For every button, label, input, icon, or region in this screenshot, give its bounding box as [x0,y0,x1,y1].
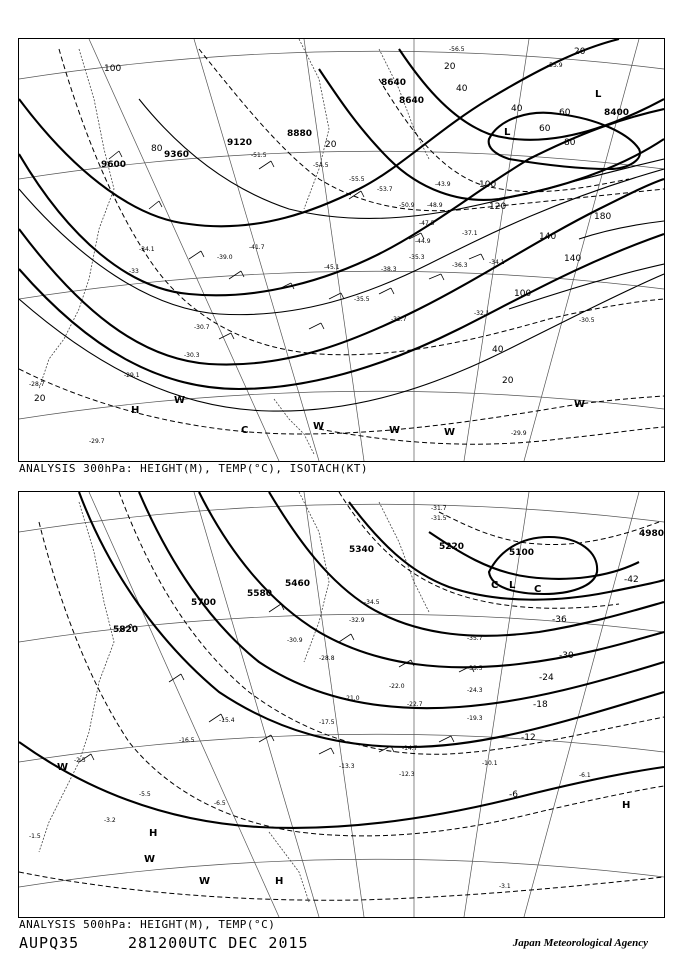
temp-label: -39.0 [217,254,233,261]
temp-label: -30.3 [184,352,200,359]
temp-label: -22.0 [389,683,405,690]
cold-marker: C [241,425,249,436]
low-pressure-marker: L [509,580,516,591]
isotach-label: 60 [559,108,571,118]
isotach-label: 140 [564,254,582,264]
isotach-label: 20 [325,140,337,150]
temp-label: -6.1 [579,772,591,779]
temp-label: -43.9 [435,181,451,188]
temperature-contours [19,492,664,900]
temp-label: -13.3 [339,763,355,770]
map-500hpa-canvas [19,492,664,917]
temp-label: -44.9 [415,238,431,245]
temp-label: -47.5 [419,220,435,227]
warm-marker: W [57,762,69,773]
bottom-panel-caption: ANALYSIS 500hPa: HEIGHT(M), TEMP(°C) [19,918,276,931]
temp-label: -36 [552,615,567,625]
isotach-label: 40 [456,84,468,94]
temp-label: -22.7 [407,701,423,708]
height-label: 8400 [604,108,630,118]
isotach-label: 80 [151,144,163,154]
temp-label: -6.5 [214,800,226,807]
temp-label: -56.5 [449,46,465,53]
temp-label: -45.1 [324,264,340,271]
isotach-label: 140 [539,232,557,242]
temp-label: -15.4 [219,717,235,724]
temp-label: -41.7 [249,244,265,251]
temp-label: -14.7 [402,745,418,752]
height-label: 4980 [639,529,664,539]
temp-label: -48.9 [427,202,443,209]
temp-label: -30.5 [579,317,595,324]
coastline [39,39,429,454]
temp-label: -24.3 [467,687,483,694]
graticule [19,492,664,917]
temp-label: -42 [624,575,639,585]
temp-label: -3.2 [104,817,116,824]
temp-label: -55.9 [547,62,563,69]
temp-label: -34.5 [364,599,380,606]
temp-label: -21.0 [344,695,360,702]
high-pressure-marker: H [149,828,158,839]
temp-label: -29.9 [511,430,527,437]
height-label: 5220 [439,542,465,552]
temp-label: -32.9 [349,617,365,624]
analysis-time: 281200UTC DEC 2015 [128,934,309,952]
isotach-label: 100 [104,64,122,74]
temp-label: -28.7 [29,381,45,388]
temp-label: -17.5 [319,719,335,726]
agency-name: Japan Meteorological Agency [512,937,648,949]
temp-label: -35.5 [354,296,370,303]
map-300hpa-canvas [19,39,664,461]
map-300hpa [18,38,665,462]
height-label: 5700 [191,598,217,608]
temp-label: -35.7 [467,635,483,642]
temp-label: -10.1 [482,760,498,767]
isotach-label: 120 [489,202,507,212]
height-label: 5580 [247,589,273,599]
temp-label: -31.7 [431,505,447,512]
height-label: 8880 [287,129,313,139]
temp-label: -29.7 [89,438,105,445]
temp-label: -16.5 [179,737,195,744]
isotach-label: 40 [492,345,504,355]
temp-label: -28.8 [319,655,335,662]
wind-barbs [79,604,474,762]
temp-label: -54.5 [313,162,329,169]
warm-marker: W [144,854,156,865]
height-label: 5460 [285,579,311,589]
low-pressure-marker: L [504,127,511,138]
temp-label: -38.3 [381,266,397,273]
height-label: 9360 [164,150,190,160]
height-label: 8640 [381,78,407,88]
temp-label: -19.3 [467,715,483,722]
temp-label: -53.7 [377,186,393,193]
temp-label: -6 [509,790,518,800]
map-500hpa [18,491,665,918]
temp-label: -30.7 [194,324,210,331]
temp-label: -30.9 [287,637,303,644]
temp-label: -34.1 [139,246,155,253]
isotach-label: 80 [564,138,576,148]
temp-label: -5.5 [139,791,151,798]
temp-label: -31.5 [431,515,447,522]
height-label: 9600 [101,160,127,170]
height-label: 9120 [227,138,253,148]
height-label: 8640 [399,96,425,106]
temp-label: -35.3 [409,254,425,261]
isotach-label: 20 [444,62,456,72]
isotach-label: 20 [502,376,514,386]
high-pressure-marker: H [622,800,631,811]
isotach-labels [34,47,611,404]
isotach-label: 100 [514,289,532,299]
warm-marker: W [574,399,586,410]
temp-label: -3.1 [499,883,511,890]
height-label: 5340 [349,545,375,555]
temp-label: -24 [539,673,554,683]
temp-label: -1.5 [29,833,41,840]
warm-marker: W [174,395,186,406]
temp-label: -32.1 [474,310,490,317]
isotach-label: 60 [539,124,551,134]
temp-label: -2.5 [74,757,86,764]
high-pressure-marker: H [131,405,140,416]
temp-label: -33.5 [467,665,483,672]
temp-label: -33 [129,268,139,275]
temp-label: -51.5 [251,152,267,159]
height-label: 5100 [509,548,535,558]
isotach-label: 180 [594,212,612,222]
height-contours [19,39,664,389]
warm-marker: W [389,425,401,436]
warm-marker: W [199,876,211,887]
height-label: 5820 [113,625,139,635]
temp-label: -34.1 [489,259,505,266]
warm-marker: W [313,421,325,432]
isotach-label: 40 [511,104,523,114]
temp-label: -12.3 [399,771,415,778]
bulletin-code: AUPQ35 [19,934,80,952]
temp-label: -12 [521,733,536,743]
temp-label: -37.1 [462,230,478,237]
isotach-label: 20 [574,47,586,57]
temp-label: -30 [559,651,574,661]
temp-label: -50.9 [399,202,415,209]
cold-marker: C [534,584,542,595]
temp-label: -29.1 [124,372,140,379]
isotach-label: 20 [34,394,46,404]
cold-marker: C [491,580,499,591]
temp-label: -55.5 [349,176,365,183]
temp-label: -18 [533,700,548,710]
temp-label: -36.3 [452,262,468,269]
warm-marker: W [444,427,456,438]
low-pressure-marker: L [595,89,602,100]
temp-label: -32.7 [391,316,407,323]
isotach-label: 100 [479,180,497,190]
wind-barbs [109,151,484,339]
top-panel-caption: ANALYSIS 300hPa: HEIGHT(M), TEMP(°C), ISOTACH(KT) [19,462,369,475]
high-pressure-marker: H [275,876,284,887]
